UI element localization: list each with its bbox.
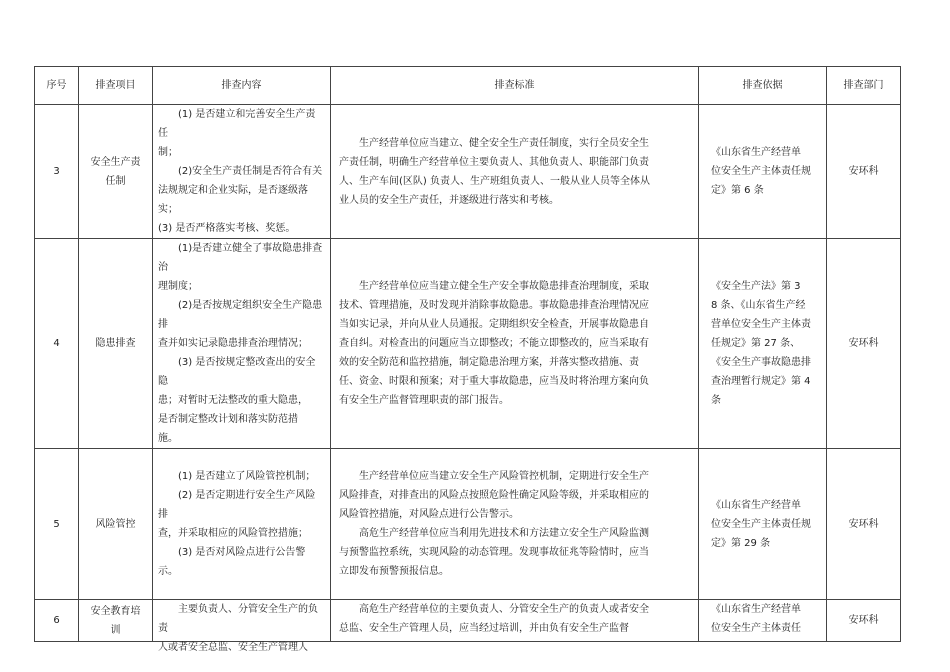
row-number: 5 [35,449,79,600]
standard-line: 效的安全防范和监控措施，制定隐患治理方案，并落实整改措施、责 [339,357,639,368]
basis-line: 位安全生产主体责任 [711,623,801,634]
basis-line: 《山东省生产经营单 [711,604,801,615]
inspection-standard [331,449,699,600]
standard-line: 风险排查，对排查出的风险点按照危险性确定风险等级，并采取相应的 [339,490,649,501]
item-line: 隐患排查 [95,338,136,349]
header-item: 排查项目 [79,67,153,105]
content-line: (1) 是否建立和完善安全生产责任 [158,109,316,139]
basis-line: 营单位安全生产主体责 [711,319,811,330]
table-row [35,600,901,642]
standard-line: 风险管控措施，对风险点进行公告警示。 [339,509,519,520]
content-line: 主要负责人、分管安全生产的负责 [158,604,318,634]
item-line: 安全教育培 [90,605,141,617]
header-row [35,67,901,105]
item-line: 安全生产责 [90,156,141,168]
content-line: 法规规定和企业实际，是否逐级落 [158,185,308,196]
inspection-standard [331,105,699,239]
content-line: (2)安全生产责任制是否符合有关 [178,166,323,177]
table-row [35,449,901,600]
standard-line: 当如实记录，并向从业人员通报。定期组织安全检查，开展事故隐患自 [339,319,649,330]
inspection-dept: 安环科 [827,105,901,239]
basis-clip [711,600,816,641]
content-line: (1) 是否建立了风险管控机制； [178,471,316,482]
standard-line: 人、生产车间(区队) 负责人、生产班组负责人、一般从业人员等全体从 [339,175,650,187]
standard-line: 业人员的安全生产责任，并逐级进行落实和考核。 [339,194,559,206]
content-line: (3) 是否严格落实考核、奖惩。 [158,223,296,234]
content-clip [158,600,324,653]
basis-line: 位安全生产主体责任规 [711,518,811,530]
inspection-table [34,66,901,653]
inspection-item [79,600,153,642]
header-no: 序号 [35,67,79,105]
standard-line: 生产经营单位应当建立安全生产风险管控机制，定期进行安全生产 [359,471,649,482]
content-line: 制； [158,147,178,158]
standard-line: 产责任制，明确生产经营单位主要负责人、其他负责人、职能部门负责 [339,156,649,168]
inspection-basis [699,105,827,239]
item-line: 风险管控 [95,518,136,530]
inspection-item [79,449,153,600]
basis-line: 8 条、《山东省生产经 [711,300,806,311]
content-line: (3) 是否按规定整改查出的安全隐 [158,357,316,387]
content-line: 查并如实记录隐患排查治理情况； [158,338,308,349]
header-standard: 排查标准 [331,67,699,105]
standard-line: 立即发布预警预报信息。 [339,566,449,577]
basis-line: 条 [711,395,721,406]
inspection-content [153,600,331,653]
standard-line: 查自纠。对检查出的问题应当立即整改；不能立即整改的，应当采取有 [339,338,649,349]
standard-line: 生产经营单位应当建立、健全安全生产责任制度，实行全员安全生 [359,137,649,149]
inspection-content [153,449,331,600]
table-row [35,239,901,449]
header-basis: 排查依据 [699,67,827,105]
header-dept: 排查部门 [827,67,901,105]
inspection-item [79,105,153,239]
standard-line: 生产经营单位应当建立健全生产安全事故隐患排查治理制度，采取 [359,281,649,292]
basis-line: 定》第 29 条 [711,537,771,549]
row-number: 6 [35,600,79,642]
content-line: 理制度； [158,281,198,292]
basis-line: 任规定》第 27 条、 [711,338,801,349]
standard-line: 有安全生产监督管理职责的部门报告。 [339,395,509,406]
inspection-content [153,239,331,449]
standard-line: 任、资金、时限和预案；对于重大事故隐患，应当及时将治理方案向负 [339,376,649,387]
content-line: (1)是否建立健全了事故隐患排查治 [158,243,323,273]
basis-line: 定》第 6 条 [711,185,764,196]
inspection-basis [699,449,827,600]
standard-line: 技术、管理措施，及时发现并消除事故隐患。事故隐患排查治理情况应 [339,300,649,311]
content-line: 人或者安全总监、安全生产管理人 [158,642,308,653]
inspection-item [79,239,153,449]
standard-line: 与预警监控系统，实现风险的动态管理。发现事故征兆等险情时，应当 [339,547,649,558]
row-number: 3 [35,105,79,239]
content-line: (3) 是否对风险点进行公告警示。 [158,547,306,577]
basis-line: 查治理暂行规定》第 4 [711,376,811,387]
standard-line: 高危生产经营单位应当利用先进技术和方法建立安全生产风险监测 [359,528,649,539]
basis-line: 《安全生产事故隐患排 [711,357,811,368]
standard-line: 总监、安全生产管理人员，应当经过培训，并由负有安全生产监督 [339,623,629,634]
basis-line: 《安全生产法》第 3 [711,281,801,292]
inspection-basis [699,600,827,642]
inspection-basis [699,239,827,449]
content-line: 是否制定整改计划和落实防范措 [158,414,298,425]
standard-line: 高危生产经营单位的主要负责人、分管安全生产的负责人或者安全 [359,604,649,615]
standard-clip [339,600,690,641]
item-line: 训 [110,624,121,636]
table-row [35,105,901,239]
inspection-dept: 安环科 [827,239,901,449]
row-number: 4 [35,239,79,449]
content-line: 患；对暂时无法整改的重大隐患， [158,395,308,406]
basis-line: 《山东省生产经营单 [711,499,801,511]
header-content: 排查内容 [153,67,331,105]
basis-line: 位安全生产主体责任规 [711,166,811,177]
item-line: 任制 [105,175,126,187]
inspection-content [153,105,331,239]
content-line: 施。 [158,433,178,444]
inspection-standard [331,600,699,642]
content-line: 实； [158,204,178,215]
inspection-standard [331,239,699,449]
inspection-dept: 安环科 [827,600,901,642]
basis-line: 《山东省生产经营单 [711,147,801,158]
content-line: (2)是否按规定组织安全生产隐患排 [158,300,323,330]
content-line: (2) 是否定期进行安全生产风险排 [158,490,316,520]
inspection-dept: 安环科 [827,449,901,600]
content-line: 查，并采取相应的风险管控措施； [158,528,308,539]
